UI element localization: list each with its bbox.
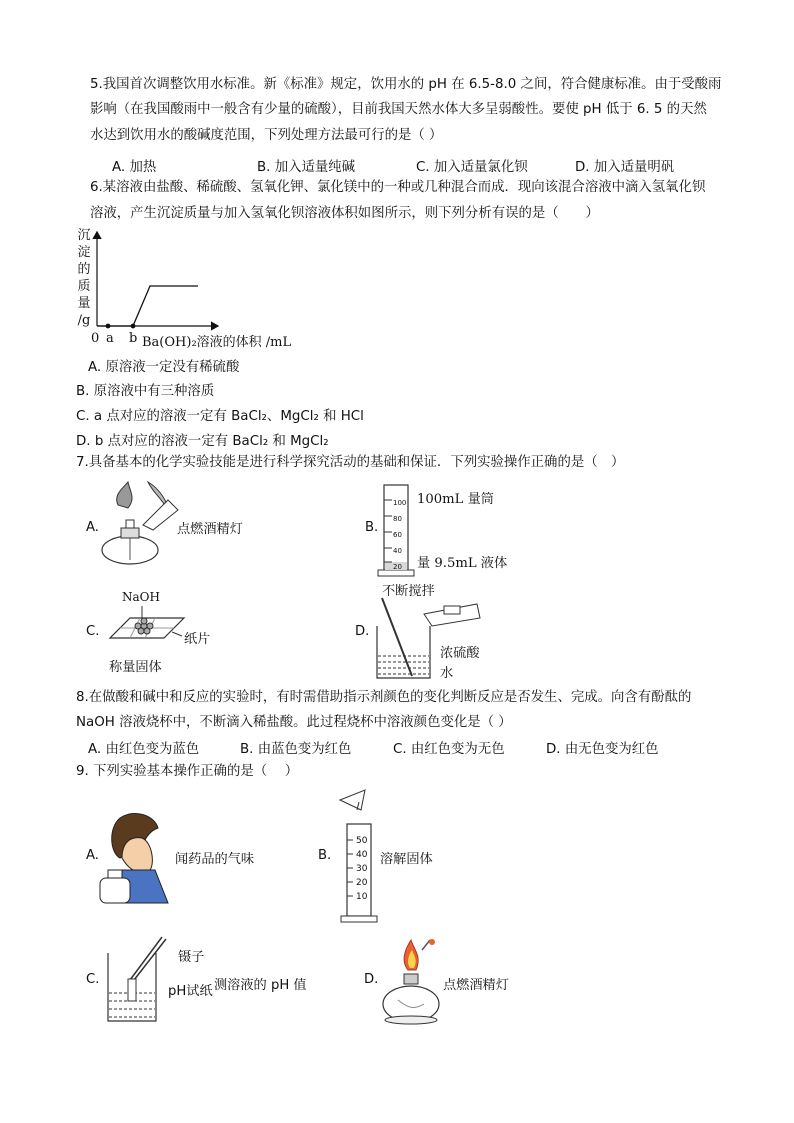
tick-label: 20 bbox=[393, 563, 402, 571]
q8-option-a: A. 由红色变为蓝色 bbox=[88, 742, 200, 757]
q8-option-d: D. 由无色变为红色 bbox=[546, 742, 659, 757]
q9-line: 9. 下列实验基本操作正确的是（ ） bbox=[76, 764, 299, 779]
q9-b-letter: B. bbox=[318, 848, 332, 863]
tick-label: 50 bbox=[356, 836, 368, 846]
q9-d-alcohol-lamp-icon bbox=[378, 938, 448, 1028]
q7-b-label-top: 100mL 量筒 bbox=[417, 492, 494, 507]
q6-point-a bbox=[106, 324, 111, 329]
q9-c-beaker-tweezers-icon bbox=[104, 935, 174, 1025]
q7-c-paper-scale-icon bbox=[100, 604, 190, 654]
q6-option-c: C. a 点对应的溶液一定有 BaCl₂、MgCl₂ 和 HCl bbox=[76, 409, 364, 424]
q6-graph-svg bbox=[0, 0, 794, 400]
q7-line: 7.具备基本的化学实验技能是进行科学探究活动的基础和保证．下列实验操作正确的是（ ） bbox=[76, 455, 625, 470]
q6-a-label: a bbox=[106, 331, 114, 346]
q9-b-ticks bbox=[356, 834, 367, 904]
q7-a-letter: A. bbox=[86, 520, 99, 535]
q7-d-dilution-icon bbox=[372, 596, 482, 686]
q8-option-b: B. 由蓝色变为红色 bbox=[240, 742, 352, 757]
q5-option-a: A. 加热 bbox=[112, 160, 157, 175]
q7-b-letter: B. bbox=[365, 520, 379, 535]
q7-c-side-label: 纸片 bbox=[184, 632, 211, 647]
tick-label: 40 bbox=[393, 547, 402, 555]
y-label-char: 量 bbox=[77, 296, 91, 311]
q6-line-1: 6.某溶液由盐酸、稀硫酸、氢氧化钾、氯化镁中的一种或几种混合而成．现向该混合溶液中滴入氢氧化钡 bbox=[90, 180, 706, 195]
tick-label: 10 bbox=[356, 892, 368, 902]
q7-b-label-bottom: 量 9.5mL 液体 bbox=[417, 556, 508, 571]
q5-option-c: C. 加入适量氯化钡 bbox=[416, 160, 528, 175]
q7-a-label: 点燃酒精灯 bbox=[177, 522, 243, 537]
q7-c-top-label: NaOH bbox=[122, 590, 160, 604]
q6-line-2: 溶液，产生沉淀质量与加入氢氧化钡溶液体积如图所示，则下列分析有误的是（ ） bbox=[90, 206, 599, 221]
tick-label: 100 bbox=[393, 499, 407, 507]
y-label-char: /g bbox=[77, 313, 91, 328]
y-label-char: 淀 bbox=[77, 245, 91, 260]
q9-c-tweezers-label: 镊子 bbox=[178, 950, 205, 965]
q6-option-d: D. b 点对应的溶液一定有 BaCl₂ 和 MgCl₂ bbox=[76, 434, 329, 449]
q7-d-letter: D. bbox=[355, 624, 370, 639]
q9-c-paper-label: pH试纸 bbox=[168, 984, 213, 999]
q7-d-top-label: 不断搅拌 bbox=[382, 584, 435, 599]
q8-line-1: 8.在做酸和碱中和反应的实验时，有时需借助指示剂颜色的变化判断反应是否发生、完成。向含有酚酞的 bbox=[76, 690, 692, 705]
q9-a-label: 闻药品的气味 bbox=[175, 852, 255, 867]
q9-c-letter: C. bbox=[86, 972, 100, 987]
q6-option-b: B. 原溶液中有三种溶质 bbox=[76, 384, 215, 399]
q6-point-b bbox=[131, 324, 136, 329]
q9-a-person-smelling-icon bbox=[100, 808, 170, 903]
q7-c-bottom-label: 称量固体 bbox=[109, 660, 162, 675]
q9-d-letter: D. bbox=[364, 972, 379, 987]
q9-a-letter: A. bbox=[86, 848, 99, 863]
q7-d-acid-label: 浓硫酸 bbox=[440, 646, 480, 661]
q6-origin-label: 0 bbox=[91, 331, 100, 346]
q6-option-a: A. 原溶液一定没有稀硫酸 bbox=[88, 360, 240, 375]
q9-b-label: 溶解固体 bbox=[380, 852, 433, 867]
y-label-char: 的 bbox=[77, 262, 91, 277]
q7-d-water-label: 水 bbox=[440, 666, 454, 681]
tick-label: 30 bbox=[356, 864, 368, 874]
tick-label: 20 bbox=[356, 878, 368, 888]
q8-line-2: NaOH 溶液烧杯中，不断滴入稀盐酸。此过程烧杯中溶液颜色变化是（ ） bbox=[76, 715, 512, 730]
y-label-char: 质 bbox=[77, 279, 91, 294]
tick-label: 60 bbox=[393, 531, 402, 539]
q5-option-d: D. 加入适量明矾 bbox=[575, 160, 675, 175]
q7-b-ticks bbox=[393, 495, 406, 575]
y-label-char: 沉 bbox=[77, 228, 91, 243]
q5-option-b: B. 加入适量纯碱 bbox=[257, 160, 356, 175]
q9-c-label: 测溶液的 pH 值 bbox=[214, 978, 307, 993]
q6-precipitate-curve bbox=[97, 286, 198, 326]
q6-x-axis-label: Ba(OH)₂溶液的体积 /mL bbox=[142, 335, 292, 350]
q6-b-label: b bbox=[129, 331, 138, 346]
q8-option-c: C. 由红色变为无色 bbox=[393, 742, 505, 757]
q5-line-3: 水达到饮用水的酸碱度范围，下列处理方法最可行的是（ ） bbox=[90, 128, 443, 143]
tick-label: 80 bbox=[393, 515, 402, 523]
q5-line-1: 5.我国首次调整饮用水标准。新《标准》规定，饮用水的 pH 在 6.5-8.0 之间，符合健康标准。由于受酸雨 bbox=[90, 77, 722, 92]
q7-c-letter: C. bbox=[86, 624, 100, 639]
q9-d-label: 点燃酒精灯 bbox=[443, 978, 509, 993]
q5-line-2: 影响（在我国酸雨中一般含有少量的硫酸），目前我国天然水体大多呈弱酸性。要使 pH 低于 6. 5 的天然 bbox=[90, 102, 707, 117]
tick-label: 40 bbox=[356, 850, 368, 860]
